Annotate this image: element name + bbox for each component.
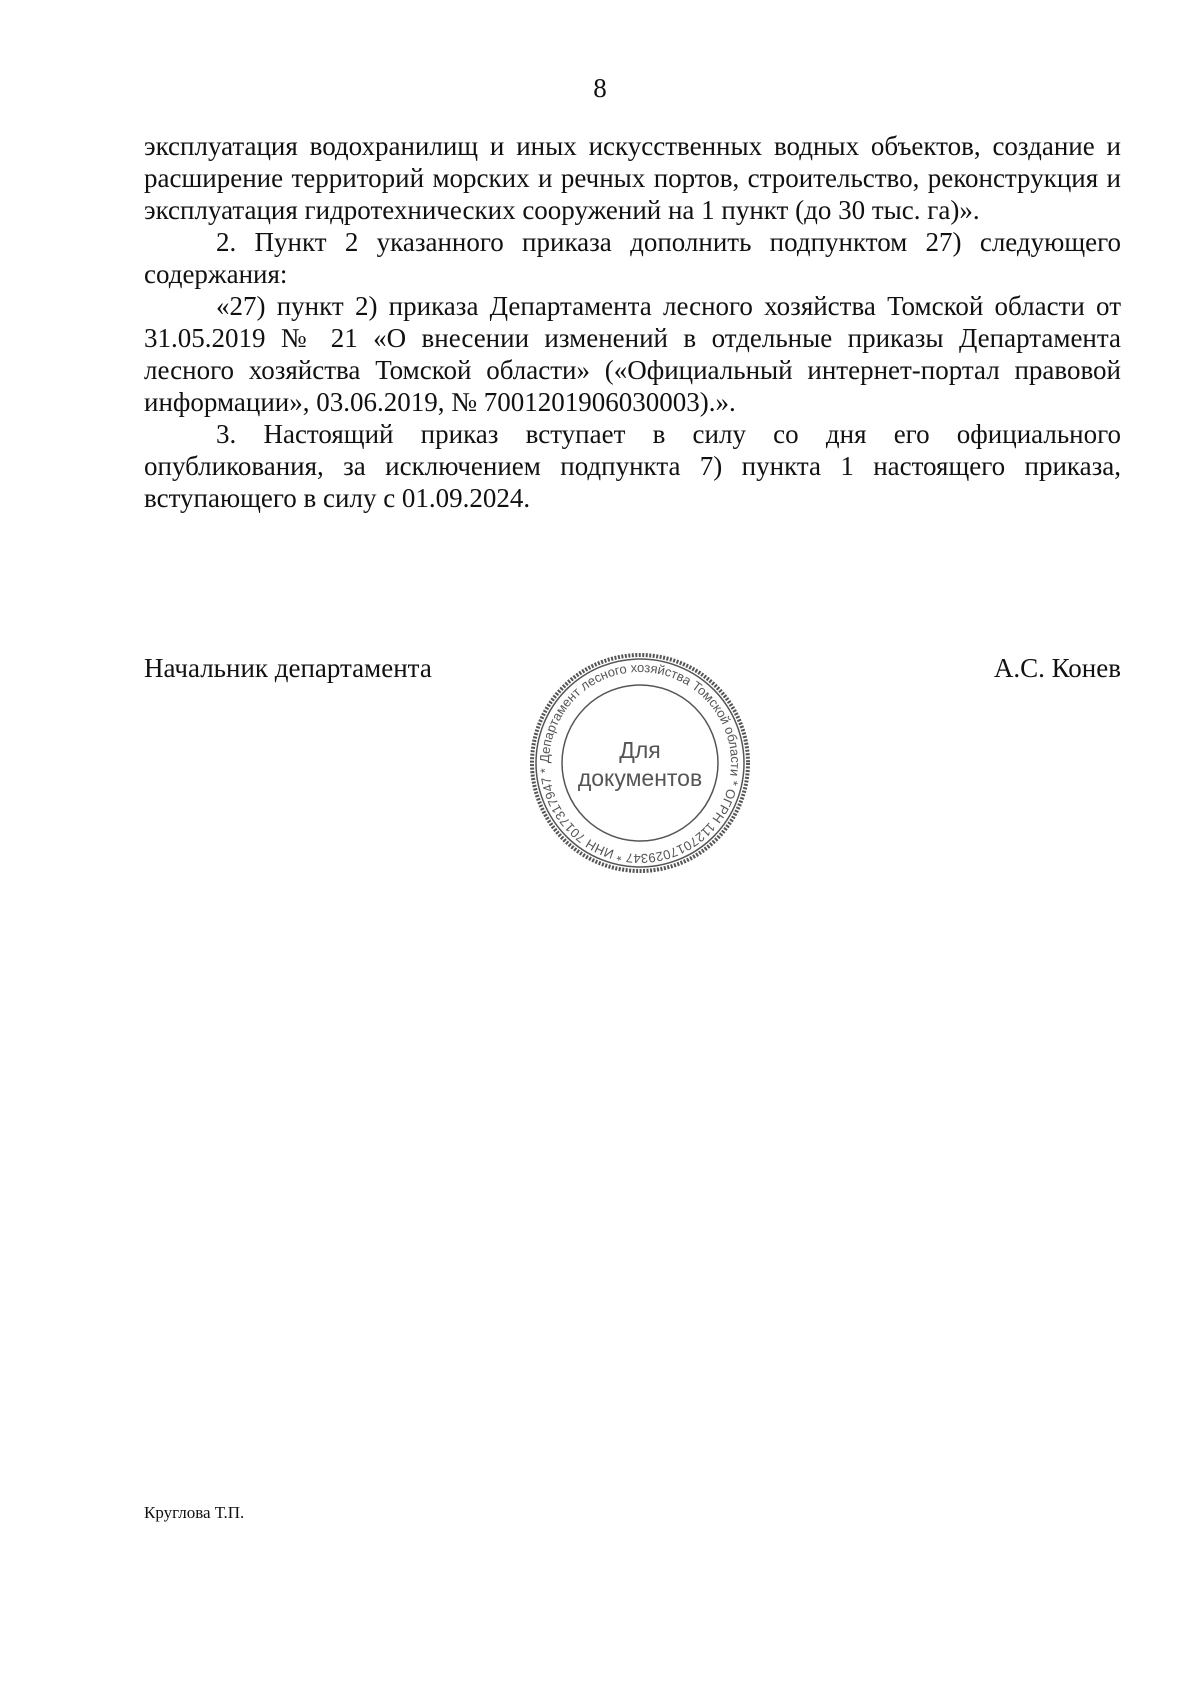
paragraph-item-2: 2. Пункт 2 указанного приказа дополнить подпунктом 27) следующего содержания: — [144, 227, 1121, 289]
stamp-outer-ring — [532, 655, 748, 871]
stamp-outer-text: Департамент лесного хозяйства Томской области * ОГРН 1127017029347 * ИНН 7017317947 * — [536, 659, 744, 867]
stamp-center-line2: документов — [577, 765, 703, 791]
paragraph-subitem-27: «27) пункт 2) приказа Департамента лесного хозяйства Томской области от 31.05.2019 № 21 «О внесении изменений в отдельные приказы Департамента лесного хозяйства Томской области» («Официальный интернет-портал правовой информации», 03.06.2019, № 7001201906030003).». — [144, 291, 1121, 417]
stamp-graphic — [527, 650, 753, 876]
page-number: 8 — [593, 73, 607, 103]
paragraph-continuation: эксплуатация водохранилищ и иных искусственных водных объектов, создание и расширение территорий морских и речных портов, строительство, реконструкция и эксплуатация гидротехнических сооружений на 1 пункт (до 30 тыс. га)». — [144, 131, 1121, 225]
paragraph-item-3: 3. Настоящий приказ вступает в силу со дня его официального опубликования, за исключением подпункта 7) пункта 1 настоящего приказа, вступающего в силу с 01.09.2024. — [144, 419, 1121, 513]
document-body — [144, 130, 1121, 514]
stamp-center-line1: Для — [619, 737, 661, 763]
stamp-inner-ring — [562, 685, 718, 841]
signature-name: А.С. Конев — [993, 653, 1121, 683]
signature-title: Начальник департамента — [144, 653, 432, 683]
official-stamp — [527, 650, 753, 876]
executor-name: Круглова Т.П. — [144, 1503, 245, 1522]
